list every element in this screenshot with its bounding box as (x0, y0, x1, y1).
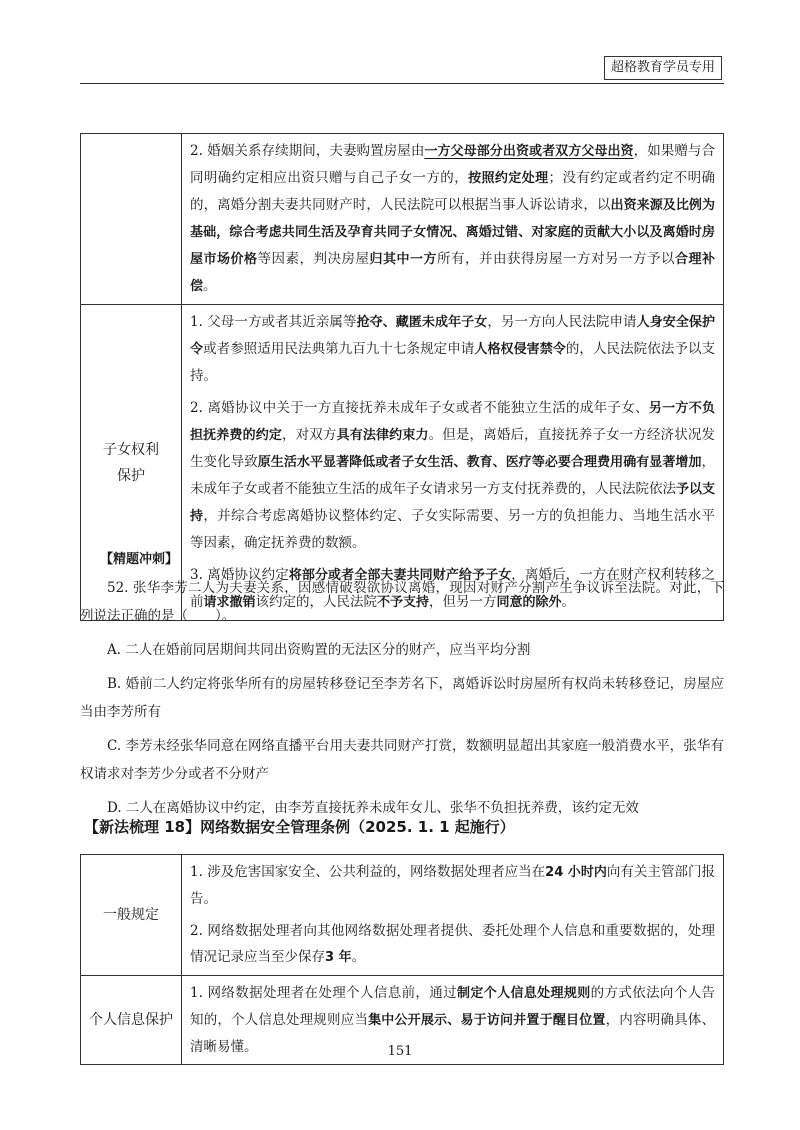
row-category: 一般规定 (81, 855, 182, 976)
table-row (81, 134, 724, 305)
clause-paragraph: 2. 网络数据处理者向其他网络数据处理者提供、委托处理个人信息和重要数据的，处理情况记录应当至少保存3 年。 (190, 923, 715, 965)
row-content (182, 134, 724, 305)
clause-paragraph: 2. 婚姻关系存续期间，夫妻购置房屋由一方父母部分出资或者双方父母出资，如果赠与合同明确约定相应出资只赠与自己子女一方的，按照约定处理；没有约定或者约定不明确的，离婚分割夫妻共同财产时，人民法院可以根据当事人诉讼请求，以出资来源及比例为基础，综合考虑共同生活及孕育共同子女情况、离婚过错、对家庭的贡献大小以及离婚时房屋市场价格等因素，判决房屋归其中一方所有，并由获得房屋一方对另一方予以合理补偿。 (190, 143, 716, 294)
header-divider (80, 83, 724, 84)
clause-paragraph: 2. 离婚协议中关于一方直接抚养未成年子女或者不能独立生活的成年子女、另一方不负担抚养费的约定，对双方具有法律约束力。但是，离婚后，直接抚养子女一方经济状况发生变化导致原生活水平显著降低或者子女生活、教育、医疗等必要合理费用确有显著增加，未成年子女或者不能独立生活的成年子女请求另一方支付抚养费的，人民法院依法予以支持，并综合考虑离婚协议整体约定、子女实际需要、另一方的负担能力、当地生活水平等因素，确定抚养费的数额。 (190, 400, 716, 551)
row-content (182, 855, 724, 976)
data-security-table (80, 854, 724, 1065)
option-d: D. 二人在离婚协议中约定，由李芳直接抚养未成年女儿、张华不负担抚养费，该约定无效 (107, 800, 639, 816)
practice-label: 【精题冲刺】 (100, 552, 179, 567)
clause-paragraph: 1. 涉及危害国家安全、公共利益的，网络数据处理者应当在24 小时内向有关主管部门报告。 (190, 864, 716, 907)
question-stem: 52. 张华李芳二人为夫妻关系，因感情破裂欲协议离婚，现因对财产分割产生争议诉至法院。对此，下列说法正确的是（ ）。 (80, 580, 724, 624)
option-c: C. 李芳未经张华同意在网络直播平台用夫妻共同财产打赏，数额明显超出其家庭一般消费水平，张华有权请求对李芳少分或者不分财产 (80, 738, 724, 782)
row-category (81, 134, 182, 305)
header-tag: 超格教育学员专用 (604, 56, 722, 80)
page-number: 151 (387, 1044, 413, 1059)
option-b: B. 婚前二人约定将张华所有的房屋转移登记至李芳名下，离婚诉讼时房屋所有权尚未转移登记，房屋应当由李芳所有 (80, 676, 724, 720)
table-row (81, 855, 724, 976)
practice-question (80, 574, 724, 828)
clause-paragraph: 1. 父母一方或者其近亲属等抢夺、藏匿未成年子女，另一方向人民法院申请人身安全保护令或者参照适用民法典第九百九十七条规定申请人格权侵害禁令的，人民法院依法予以支持。 (190, 314, 716, 384)
clause-paragraph: 3. 离婚协议约定将部分或者全部夫妻共同财产给予子女，离婚后，一方在财产权利转移之前请求撤销该约定的，人民法院不予支持，但另一方同意的除外。 (190, 567, 716, 610)
section-title: 【新法梳理 18】网络数据安全管理条例（2025. 1. 1 起施行） (84, 818, 515, 836)
clause-paragraph: 1. 网络数据处理者在处理个人信息前，通过制定个人信息处理规则的方式依法向个人告知的，个人信息处理规则应当集中公开展示、易于访问并置于醒目位置，内容明确具体、清晰易懂。 (190, 985, 716, 1055)
row-category: 个人信息保护 (81, 976, 182, 1065)
option-a: A. 二人在婚前同居期间共同出资购置的无法区分的财产，应当平均分割 (107, 642, 531, 658)
category-label: 子女权利保护 (103, 441, 159, 484)
